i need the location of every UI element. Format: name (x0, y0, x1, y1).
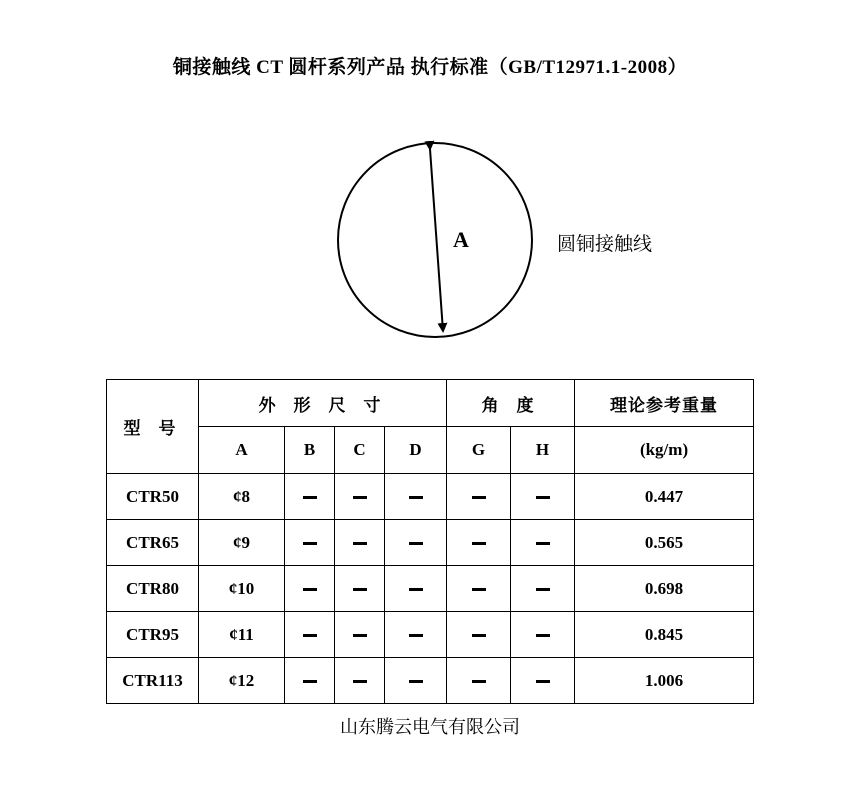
cell-c (335, 658, 385, 704)
cell-a: ¢9 (199, 520, 285, 566)
cell-a: ¢11 (199, 612, 285, 658)
dash-mark (536, 588, 550, 591)
cell-a: ¢12 (199, 658, 285, 704)
cell-weight: 0.565 (575, 520, 754, 566)
dash-mark (472, 680, 486, 683)
cell-model: CTR50 (107, 474, 199, 520)
round-wire-diagram (330, 135, 540, 345)
cell-h (511, 658, 575, 704)
cell-model: CTR113 (107, 658, 199, 704)
column-header-h: H (511, 427, 575, 474)
dash-mark (303, 496, 317, 499)
dash-mark (409, 680, 423, 683)
column-header-c: C (335, 427, 385, 474)
dash-mark (353, 680, 367, 683)
column-header-a: A (199, 427, 285, 474)
cell-h (511, 612, 575, 658)
cell-weight: 1.006 (575, 658, 754, 704)
cell-model: CTR80 (107, 566, 199, 612)
dash-mark (409, 634, 423, 637)
dash-mark (409, 588, 423, 591)
cell-b (285, 612, 335, 658)
cell-h (511, 566, 575, 612)
dash-mark (536, 634, 550, 637)
dash-mark (409, 496, 423, 499)
weight-unit: (kg/m) (575, 427, 754, 474)
cell-weight: 0.845 (575, 612, 754, 658)
cell-model: CTR95 (107, 612, 199, 658)
dash-mark (472, 588, 486, 591)
dash-mark (303, 542, 317, 545)
dash-mark (472, 496, 486, 499)
cell-h (511, 474, 575, 520)
cell-b (285, 520, 335, 566)
cell-a: ¢8 (199, 474, 285, 520)
dash-mark (303, 634, 317, 637)
dash-mark (409, 542, 423, 545)
dash-mark (353, 634, 367, 637)
company-name: 山东腾云电气有限公司 (340, 717, 520, 738)
diagram-caption: 圆铜接触线 (557, 233, 653, 255)
column-header-d: D (385, 427, 447, 474)
cell-c (335, 474, 385, 520)
cell-d (385, 474, 447, 520)
cell-b (285, 658, 335, 704)
cell-g (447, 612, 511, 658)
cell-b (285, 474, 335, 520)
dimension-label-a: A (453, 227, 469, 252)
dimension-group-header: 外 形 尺 寸 (199, 380, 447, 427)
cell-d (385, 612, 447, 658)
cell-weight: 0.698 (575, 566, 754, 612)
dash-mark (536, 542, 550, 545)
dash-mark (303, 680, 317, 683)
weight-header: 理论参考重量 (575, 380, 754, 427)
dash-mark (536, 496, 550, 499)
cell-g (447, 658, 511, 704)
dash-mark (353, 542, 367, 545)
cell-g (447, 566, 511, 612)
cell-d (385, 520, 447, 566)
diameter-arrow (430, 149, 443, 331)
table-row (107, 566, 754, 612)
table-row (107, 612, 754, 658)
cell-d (385, 658, 447, 704)
dash-mark (353, 496, 367, 499)
table-row (107, 658, 754, 704)
cell-d (385, 566, 447, 612)
cell-g (447, 520, 511, 566)
dash-mark (353, 588, 367, 591)
wire-cross-section-circle (338, 143, 532, 337)
cell-a: ¢10 (199, 566, 285, 612)
cell-weight: 0.447 (575, 474, 754, 520)
table-row (107, 520, 754, 566)
column-header-b: B (285, 427, 335, 474)
document-title: 铜接触线 CT 圆杆系列产品 执行标准（GB/T12971.1-2008） (172, 57, 688, 78)
spec-table (106, 379, 754, 704)
cell-h (511, 520, 575, 566)
cell-b (285, 566, 335, 612)
cell-model: CTR65 (107, 520, 199, 566)
dash-mark (472, 634, 486, 637)
column-header-g: G (447, 427, 511, 474)
angle-group-header: 角 度 (447, 380, 575, 427)
dash-mark (303, 588, 317, 591)
model-header: 型 号 (107, 380, 199, 474)
cell-c (335, 612, 385, 658)
cell-c (335, 520, 385, 566)
dash-mark (472, 542, 486, 545)
cell-g (447, 474, 511, 520)
cell-c (335, 566, 385, 612)
table-row (107, 474, 754, 520)
dash-mark (536, 680, 550, 683)
